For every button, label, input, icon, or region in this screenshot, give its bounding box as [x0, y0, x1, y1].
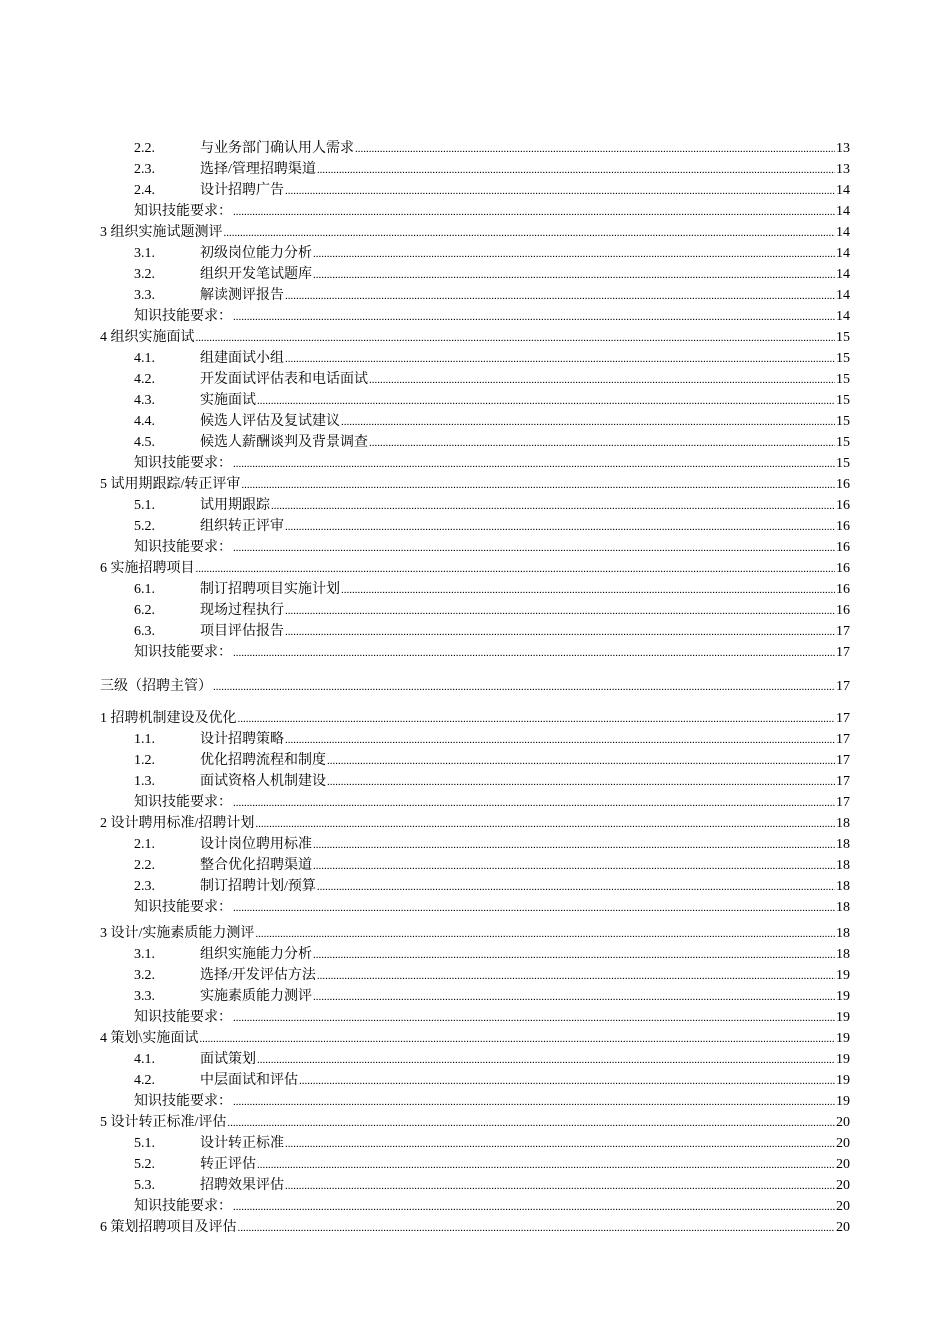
toc-entry-number: 4.2. — [134, 1073, 155, 1088]
toc-page-number: 20 — [836, 1115, 850, 1130]
toc-page-number: 17 — [836, 774, 850, 789]
toc-page-number: 14 — [836, 204, 850, 219]
toc-page-number: 16 — [836, 477, 850, 492]
toc-entry-number: 3.2. — [134, 267, 155, 282]
toc-entry-title: 设计转正标准 — [200, 1136, 284, 1151]
toc-dot-leader — [313, 244, 835, 265]
toc-entry-number: 4.1. — [134, 351, 155, 366]
toc-page-number: 17 — [836, 753, 850, 768]
toc-page-number: 17 — [836, 795, 850, 810]
toc-dot-leader — [233, 1197, 835, 1218]
toc-page-number: 15 — [836, 351, 850, 366]
toc-entry-sub[interactable] — [100, 729, 850, 750]
toc-entry-chapter[interactable] — [100, 923, 850, 944]
toc-entry-chapter[interactable] — [100, 222, 850, 243]
toc-entry-title: 组织开发笔试题库 — [200, 267, 312, 282]
toc-page-number: 15 — [836, 393, 850, 408]
toc-entry-sub[interactable] — [100, 369, 850, 390]
toc-dot-leader — [233, 898, 835, 919]
toc-dot-leader — [313, 945, 835, 966]
toc-dot-leader — [285, 181, 835, 202]
toc-dot-leader — [285, 349, 835, 370]
toc-dot-leader — [313, 987, 835, 1008]
toc-entry-title: 4 组织实施面试 — [100, 330, 195, 345]
toc-page-number: 19 — [836, 1010, 850, 1025]
toc-entry-title: 知识技能要求： — [134, 1010, 232, 1025]
toc-dot-leader — [285, 1176, 835, 1197]
toc-entry-sub[interactable] — [100, 390, 850, 411]
toc-entry-sub[interactable] — [100, 876, 850, 897]
toc-page-number: 16 — [836, 540, 850, 555]
toc-entry-sub[interactable] — [100, 579, 850, 600]
toc-entry-sub[interactable] — [100, 348, 850, 369]
toc-entry-title: 4 策划\实施面试 — [100, 1031, 199, 1046]
toc-dot-leader — [196, 328, 836, 349]
toc-entry-title: 3 设计/实施素质能力测评 — [100, 926, 255, 941]
toc-entry-sub[interactable] — [100, 1070, 850, 1091]
toc-dot-leader — [271, 496, 835, 517]
toc-page-number: 18 — [836, 837, 850, 852]
toc-dot-leader — [285, 517, 835, 538]
toc-dot-leader — [257, 1050, 835, 1071]
toc-page-number: 16 — [836, 519, 850, 534]
toc-dot-leader — [285, 730, 835, 751]
toc-entry-sub[interactable] — [100, 180, 850, 201]
toc-entry-title: 开发面试评估表和电话面试 — [200, 372, 368, 387]
toc-entry-title: 试用期跟踪 — [200, 498, 270, 513]
toc-dot-leader — [213, 677, 835, 698]
toc-entry-title: 现场过程执行 — [200, 603, 284, 618]
toc-entry-chapter[interactable] — [100, 558, 850, 579]
toc-entry-number: 6.3. — [134, 624, 155, 639]
toc-page-number: 19 — [836, 1052, 850, 1067]
toc-entry-number: 1.1. — [134, 732, 155, 747]
toc-entry-title: 选择/管理招聘渠道 — [200, 162, 316, 177]
toc-page-number: 16 — [836, 561, 850, 576]
toc-entry-knowledge[interactable] — [100, 897, 850, 918]
toc-entry-number: 3.1. — [134, 246, 155, 261]
toc-entry-sub[interactable] — [100, 285, 850, 306]
toc-entry-title: 5 试用期跟踪/转正评审 — [100, 477, 241, 492]
toc-page-number: 14 — [836, 246, 850, 261]
toc-page-number: 17 — [836, 624, 850, 639]
toc-entry-number: 2.2. — [134, 858, 155, 873]
toc-entry-knowledge[interactable] — [100, 1091, 850, 1112]
toc-entry-sub[interactable] — [100, 965, 850, 986]
toc-entry-title: 初级岗位能力分析 — [200, 246, 312, 261]
toc-dot-leader — [233, 1008, 835, 1029]
toc-dot-leader — [233, 538, 835, 559]
toc-entry-number: 4.2. — [134, 372, 155, 387]
toc-entry-number: 5.2. — [134, 1157, 155, 1172]
toc-page-number: 15 — [836, 372, 850, 387]
toc-page-number: 17 — [836, 645, 850, 660]
toc-entry-sub[interactable] — [100, 750, 850, 771]
toc-entry-sub[interactable] — [100, 495, 850, 516]
toc-entry-title: 知识技能要求： — [134, 645, 232, 660]
toc-page-number: 16 — [836, 603, 850, 618]
toc-entry-knowledge[interactable] — [100, 792, 850, 813]
toc-entry-title: 候选人评估及复试建议 — [200, 414, 340, 429]
toc-entry-sub[interactable] — [100, 264, 850, 285]
toc-entry-title: 知识技能要求： — [134, 540, 232, 555]
toc-entry-title: 1 招聘机制建设及优化 — [100, 711, 237, 726]
toc-page-number: 13 — [836, 141, 850, 156]
toc-entry-sub[interactable] — [100, 411, 850, 432]
toc-entry-title: 5 设计转正标准/评估 — [100, 1115, 227, 1130]
toc-entry-chapter[interactable] — [100, 1028, 850, 1049]
toc-page-number: 17 — [836, 711, 850, 726]
toc-entry-number: 5.3. — [134, 1178, 155, 1193]
toc-entry-title: 招聘效果评估 — [200, 1178, 284, 1193]
toc-page-number: 16 — [836, 498, 850, 513]
toc-entry-title: 知识技能要求： — [134, 1094, 232, 1109]
toc-entry-title: 制订招聘项目实施计划 — [200, 582, 340, 597]
toc-dot-leader — [233, 454, 835, 475]
toc-entry-number: 5.1. — [134, 1136, 155, 1151]
toc-dot-leader — [317, 966, 835, 987]
toc-dot-leader — [317, 877, 835, 898]
toc-entry-title: 实施面试 — [200, 393, 256, 408]
toc-page-number: 18 — [836, 858, 850, 873]
toc-entry-title: 候选人薪酬谈判及背景调查 — [200, 435, 368, 450]
toc-entry-sub[interactable] — [100, 159, 850, 180]
toc-dot-leader — [224, 223, 836, 244]
toc-entry-number: 2.2. — [134, 141, 155, 156]
toc-dot-leader — [257, 391, 835, 412]
toc-entry-sub[interactable] — [100, 516, 850, 537]
toc-page-number: 14 — [836, 183, 850, 198]
toc-dot-leader — [233, 202, 835, 223]
toc-entry-title: 6 策划招聘项目及评估 — [100, 1220, 237, 1235]
toc-entry-number: 4.1. — [134, 1052, 155, 1067]
toc-entry-sub[interactable] — [100, 1133, 850, 1154]
toc-entry-title: 三级（招聘主管） — [100, 677, 212, 693]
toc-dot-leader — [255, 924, 835, 945]
toc-entry-number: 4.4. — [134, 414, 155, 429]
toc-dot-leader — [299, 1071, 835, 1092]
toc-dot-leader — [257, 1155, 835, 1176]
toc-entry-number: 2.3. — [134, 879, 155, 894]
toc-page-number: 17 — [836, 732, 850, 747]
toc-page-number: 18 — [836, 947, 850, 962]
toc-entry-chapter[interactable] — [100, 813, 850, 834]
toc-entry-title: 设计招聘广告 — [200, 183, 284, 198]
toc-entry-title: 知识技能要求： — [134, 309, 232, 324]
toc-entry-title: 设计招聘策略 — [200, 732, 284, 747]
toc-entry-number: 4.5. — [134, 435, 155, 450]
toc-page-number: 14 — [836, 225, 850, 240]
toc-entry-number: 2.4. — [134, 183, 155, 198]
toc-dot-leader — [355, 139, 835, 160]
toc-dot-leader — [238, 1218, 836, 1239]
toc-dot-leader — [369, 433, 835, 454]
toc-page-number: 19 — [836, 968, 850, 983]
toc-entry-title: 知识技能要求： — [134, 456, 232, 471]
toc-page-number: 18 — [836, 879, 850, 894]
toc-dot-leader — [285, 286, 835, 307]
toc-entry-number: 3.3. — [134, 989, 155, 1004]
toc-entry-chapter[interactable] — [100, 1217, 850, 1238]
toc-entry-number: 6.2. — [134, 603, 155, 618]
toc-entry-number: 1.3. — [134, 774, 155, 789]
toc-entry-sub[interactable] — [100, 1154, 850, 1175]
toc-entry-title: 知识技能要求： — [134, 795, 232, 810]
toc-entry-number: 3.1. — [134, 947, 155, 962]
toc-page-number: 19 — [836, 1073, 850, 1088]
toc-entry-knowledge[interactable] — [100, 642, 850, 663]
toc-dot-leader — [238, 709, 836, 730]
toc-page-number: 15 — [836, 435, 850, 450]
toc-dot-leader — [241, 475, 835, 496]
toc-entry-title: 转正评估 — [200, 1157, 256, 1172]
toc-entry-title: 优化招聘流程和制度 — [200, 753, 326, 768]
toc-entry-chapter[interactable] — [100, 1112, 850, 1133]
toc-dot-leader — [369, 370, 835, 391]
toc-dot-leader — [341, 580, 835, 601]
toc-dot-leader — [227, 1113, 835, 1134]
toc-entry-title: 整合优化招聘渠道 — [200, 858, 312, 873]
toc-entry-title: 与业务部门确认用人需求 — [200, 141, 354, 156]
toc-dot-leader — [327, 772, 835, 793]
toc-entry-sub[interactable] — [100, 1175, 850, 1196]
toc-page-number: 20 — [836, 1178, 850, 1193]
toc-entry-sub[interactable] — [100, 834, 850, 855]
toc-entry-knowledge[interactable] — [100, 537, 850, 558]
table-of-contents — [100, 138, 850, 1238]
toc-page-number: 16 — [836, 582, 850, 597]
toc-entry-sub[interactable] — [100, 621, 850, 642]
toc-entry-sub[interactable] — [100, 138, 850, 159]
toc-entry-number: 3.3. — [134, 288, 155, 303]
toc-page-number: 17 — [836, 679, 850, 694]
toc-page-number: 19 — [836, 1031, 850, 1046]
toc-entry-chapter[interactable] — [100, 474, 850, 495]
toc-section-heading[interactable] — [100, 675, 850, 696]
toc-page-number: 19 — [836, 989, 850, 1004]
toc-entry-knowledge[interactable] — [100, 1196, 850, 1217]
toc-entry-sub[interactable] — [100, 600, 850, 621]
toc-page-number: 15 — [836, 414, 850, 429]
toc-entry-title: 实施素质能力测评 — [200, 989, 312, 1004]
toc-dot-leader — [313, 835, 835, 856]
toc-entry-title: 组织转正评审 — [200, 519, 284, 534]
toc-dot-leader — [255, 814, 835, 835]
toc-entry-title: 知识技能要求： — [134, 204, 232, 219]
toc-entry-title: 2 设计聘用标准/招聘计划 — [100, 816, 255, 831]
toc-entry-sub[interactable] — [100, 1049, 850, 1070]
toc-entry-title: 知识技能要求： — [134, 900, 232, 915]
toc-page-number: 20 — [836, 1220, 850, 1235]
toc-entry-title: 知识技能要求： — [134, 1199, 232, 1214]
toc-entry-title: 组建面试小组 — [200, 351, 284, 366]
toc-dot-leader — [285, 601, 835, 622]
toc-dot-leader — [285, 622, 835, 643]
toc-page-number: 19 — [836, 1094, 850, 1109]
toc-page-number: 18 — [836, 816, 850, 831]
toc-page-number: 14 — [836, 288, 850, 303]
toc-entry-title: 制订招聘计划/预算 — [200, 879, 316, 894]
toc-dot-leader — [313, 265, 835, 286]
toc-entry-sub[interactable] — [100, 986, 850, 1007]
toc-entry-sub[interactable] — [100, 855, 850, 876]
toc-entry-sub[interactable] — [100, 432, 850, 453]
toc-entry-sub[interactable] — [100, 771, 850, 792]
toc-entry-knowledge[interactable] — [100, 306, 850, 327]
toc-entry-number: 6.1. — [134, 582, 155, 597]
toc-page-number: 20 — [836, 1199, 850, 1214]
toc-entry-sub[interactable] — [100, 243, 850, 264]
toc-dot-leader — [199, 1029, 835, 1050]
toc-entry-number: 1.2. — [134, 753, 155, 768]
toc-entry-title: 项目评估报告 — [200, 624, 284, 639]
toc-entry-title: 中层面试和评估 — [200, 1073, 298, 1088]
toc-entry-number: 2.1. — [134, 837, 155, 852]
toc-page-number: 18 — [836, 926, 850, 941]
toc-dot-leader — [196, 559, 836, 580]
toc-page-number: 20 — [836, 1136, 850, 1151]
toc-entry-chapter[interactable] — [100, 327, 850, 348]
toc-entry-title: 面试资格人机制建设 — [200, 774, 326, 789]
toc-page-number: 14 — [836, 309, 850, 324]
toc-entry-title: 6 实施招聘项目 — [100, 561, 195, 576]
toc-entry-knowledge[interactable] — [100, 453, 850, 474]
toc-entry-title: 面试策划 — [200, 1052, 256, 1067]
toc-page-number: 15 — [836, 456, 850, 471]
toc-entry-title: 选择/开发评估方法 — [200, 968, 316, 983]
toc-dot-leader — [233, 307, 835, 328]
toc-dot-leader — [341, 412, 835, 433]
toc-dot-leader — [233, 643, 835, 664]
toc-page-number: 20 — [836, 1157, 850, 1172]
toc-dot-leader — [313, 856, 835, 877]
toc-entry-title: 组织实施能力分析 — [200, 947, 312, 962]
toc-entry-number: 2.3. — [134, 162, 155, 177]
toc-entry-title: 解读测评报告 — [200, 288, 284, 303]
toc-page-number: 13 — [836, 162, 850, 177]
toc-dot-leader — [317, 160, 835, 181]
toc-dot-leader — [233, 793, 835, 814]
toc-page-number: 14 — [836, 267, 850, 282]
toc-dot-leader — [233, 1092, 835, 1113]
toc-entry-title: 设计岗位聘用标准 — [200, 837, 312, 852]
toc-entry-chapter[interactable] — [100, 708, 850, 729]
toc-entry-knowledge[interactable] — [100, 1007, 850, 1028]
toc-entry-number: 4.3. — [134, 393, 155, 408]
toc-page-number: 15 — [836, 330, 850, 345]
toc-dot-leader — [327, 751, 835, 772]
toc-entry-title: 3 组织实施试题测评 — [100, 225, 223, 240]
toc-entry-number: 3.2. — [134, 968, 155, 983]
toc-page-number: 18 — [836, 900, 850, 915]
toc-dot-leader — [285, 1134, 835, 1155]
toc-entry-number: 5.1. — [134, 498, 155, 513]
toc-entry-knowledge[interactable] — [100, 201, 850, 222]
toc-entry-number: 5.2. — [134, 519, 155, 534]
toc-entry-sub[interactable] — [100, 944, 850, 965]
